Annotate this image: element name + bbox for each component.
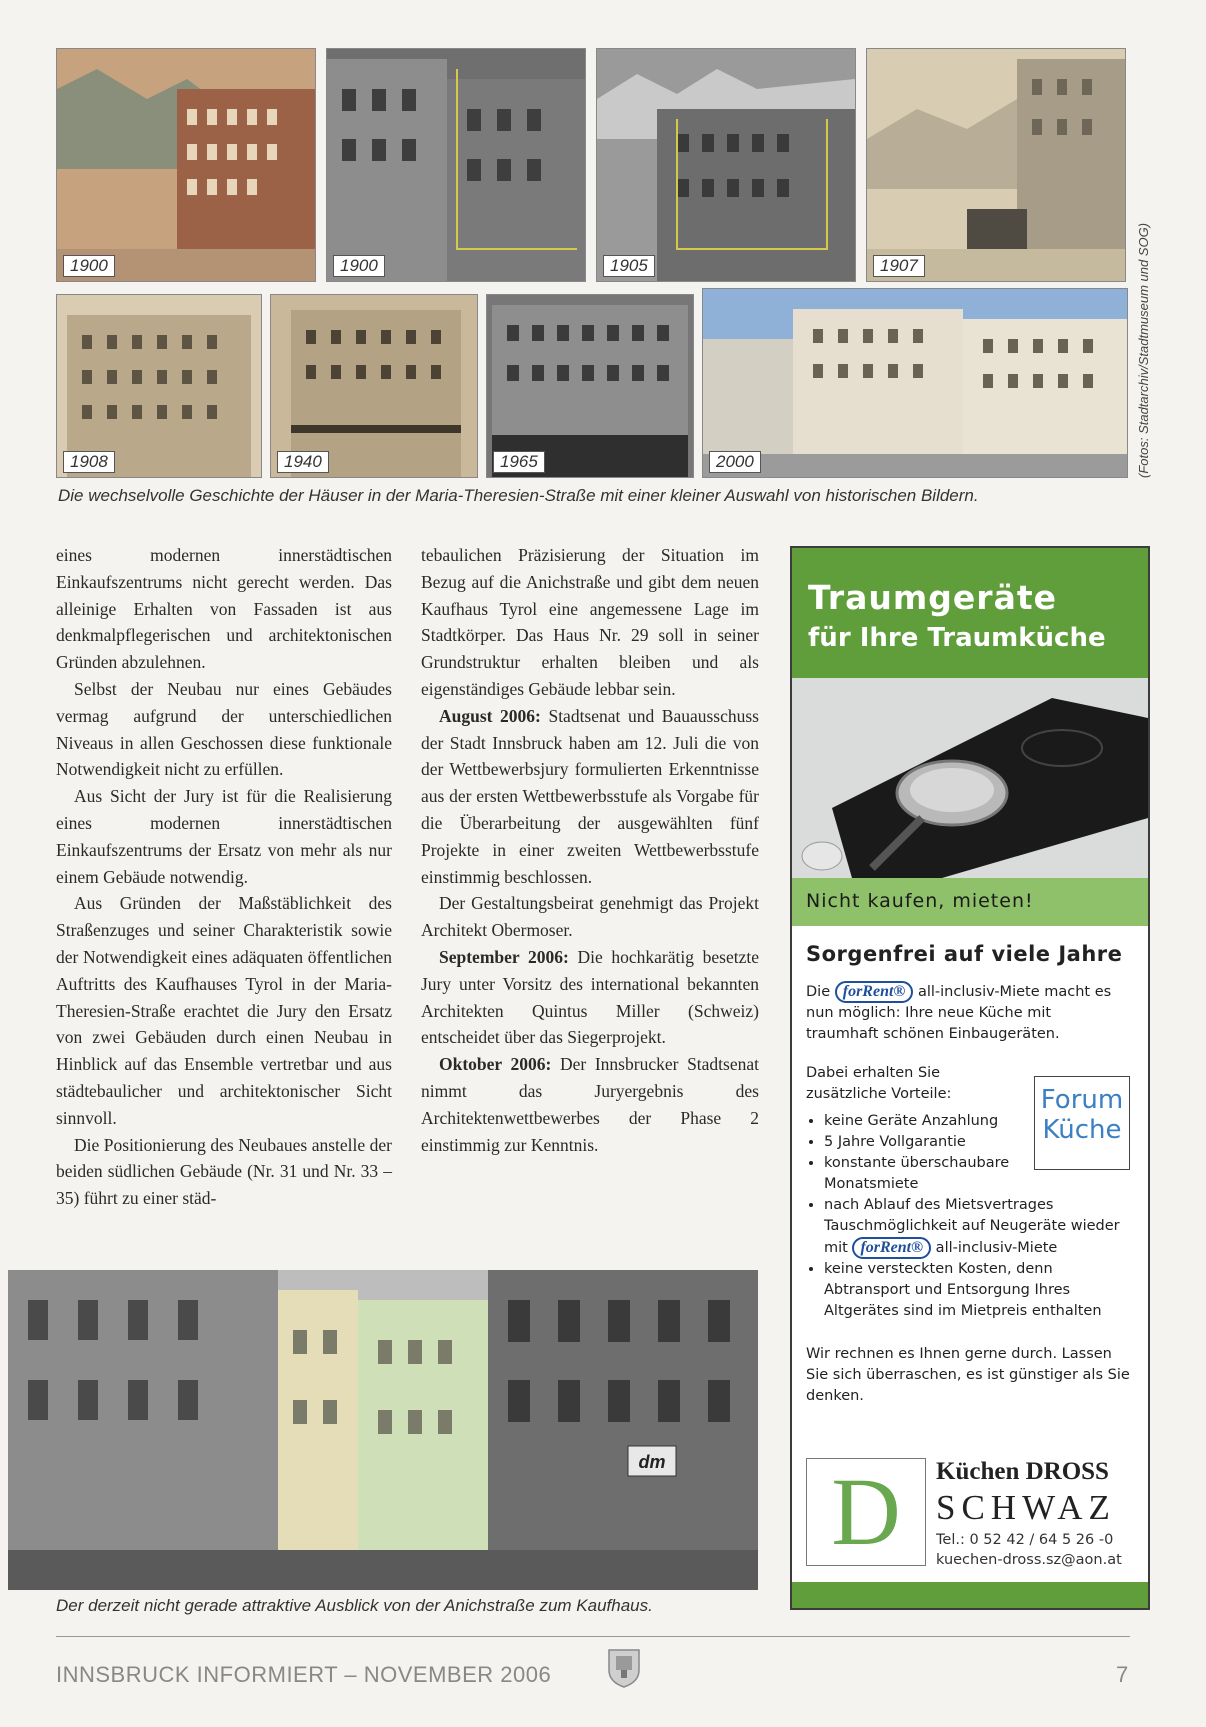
year-label: 1940 xyxy=(277,451,329,473)
historic-photo-1965 xyxy=(486,294,694,478)
footer-rule xyxy=(56,1636,1130,1637)
historic-photo-1900a xyxy=(56,48,316,282)
historic-photo-1905 xyxy=(596,48,856,282)
ad-footer-band xyxy=(792,1582,1148,1608)
street-photo xyxy=(8,1270,758,1590)
forrent-logo: forRent® xyxy=(852,1237,931,1259)
kitchen-advertisement xyxy=(790,546,1150,1610)
publication-title: INNSBRUCK INFORMIERT – NOVEMBER 2006 xyxy=(56,1662,552,1687)
dm-store-sign: dm xyxy=(638,1452,666,1472)
list-item: • nach Ablauf des Mietsvertrages Tauschmöglichkeit auf Neugeräte wieder mit forRent® all-inclusiv-Miete xyxy=(824,1195,1134,1259)
historic-photo-2000 xyxy=(702,288,1128,478)
ad-slogan-band: Nicht kaufen, mieten! xyxy=(792,878,1148,926)
forrent-logo: forRent® xyxy=(835,981,914,1003)
city-crest-icon xyxy=(607,1646,641,1688)
ad-closing: Wir rechnen es Ihnen gerne durch. Lassen Sie sich überraschen, es ist günstiger als Sie denken. xyxy=(806,1346,1130,1404)
page-number: 7 xyxy=(1116,1662,1129,1687)
paragraph: eines modernen innerstädtischen Einkaufszentrums nicht gerecht werden. Das alleinige Erhalten von Fassaden ist aus denkmalpflegerischen und architektonischen Gründen abzulehnen. xyxy=(56,545,392,673)
year-label: 1900 xyxy=(333,255,385,277)
list-item: • keine Geräte Anzahlung xyxy=(824,1111,1014,1132)
ad-header xyxy=(792,548,1148,678)
paragraph-september: September 2006: Die hochkarätig besetzte Jury unter Vorsitz des international bekannten Architekten Quintus Miller (Schweiz) entscheidet über das Siegerprojekt. xyxy=(421,946,760,1048)
dealer-logo: D xyxy=(806,1458,926,1566)
ad-body-heading: Sorgenfrei auf viele Jahre xyxy=(806,942,1123,966)
ad-intro: Die forRent® all-inclusiv-Miete macht es nun möglich: Ihre neue Küche mit traumhaft schönen Einbaugeräten. xyxy=(806,983,1112,1042)
list-item: • keine versteckten Kosten, denn Abtransport und Entsorgung Ihres Altgerätes sind im Mietpreis enthalten xyxy=(824,1259,1134,1322)
paragraph: Die Positionierung des Neubaues anstelle der beiden südlichen Gebäude (Nr. 31 und Nr. 33 – 35) führt zu einer städ- xyxy=(56,1134,392,1209)
year-label: 1905 xyxy=(603,255,655,277)
street-photo-caption: Der derzeit nicht gerade attraktive Ausblick von der Anichstraße zum Kaufhaus. xyxy=(56,1596,653,1615)
text-column-1 xyxy=(56,542,392,1212)
list-item: • 5 Jahre Vollgarantie xyxy=(824,1132,1014,1153)
dealer-contact: Tel.: 0 52 42 / 64 5 26 -0 kuechen-dross.sz@aon.at xyxy=(936,1532,1122,1568)
dealer-name: Küchen DROSS xyxy=(936,1458,1109,1485)
paragraph: Aus Gründen der Maßstäblichkeit des Straßenzuges und seiner Charakteristik sowie der Notwendigkeit eines adäquaten öffentlichen Auftritts des Kaufhauses Tyrol in der Maria-Theresien-Straße erachtet die Jury den Ersatz von zwei Gebäuden durch einen Neubau in Hinblick auf das Ensemble vertretbar und aus städtebaulicher und architektonischer Sicht sinnvoll. xyxy=(56,893,392,1128)
cooktop-image xyxy=(792,678,1148,878)
historic-photo-1908 xyxy=(56,294,262,478)
historic-photo-1900b xyxy=(326,48,586,282)
paragraph: Der Gestaltungsbeirat genehmigt das Projekt Architekt Obermoser. xyxy=(421,893,759,941)
paragraph: Selbst der Neubau nur eines Gebäudes vermag aufgrund der unterschiedlichen Niveaus in allen Geschossen diese funktionale Notwendigkeit nicht zu erfüllen. xyxy=(56,678,392,780)
historic-photo-1907 xyxy=(866,48,1126,282)
year-label: 1900 xyxy=(63,255,115,277)
year-label: 1907 xyxy=(873,255,925,277)
ad-benefits-intro: Dabei erhalten Sie zusätzliche Vorteile: xyxy=(806,1065,952,1102)
paragraph-oktober: Oktober 2006: Der Innsbrucker Stadtsenat nimmt das Juryergebnis des Architektenwettbewerbes der Phase 2 einstimmig zur Kenntnis. xyxy=(421,1054,759,1155)
dealer-block xyxy=(806,1458,1136,1568)
dealer-town: SCHWAZ xyxy=(936,1488,1116,1527)
paragraph: Aus Sicht der Jury ist für die Realisierung eines modernen innerstädtischen Einkaufszentrums der Ersatz von mehr als nur einem Gebäude notwendig. xyxy=(56,786,392,887)
paragraph: tebaulichen Präzisierung der Situation im Bezug auf die Anichstraße und gibt dem neuen Kaufhaus Tyrol eine angemessene Lage im Stadtkörper. Das Haus Nr. 29 soll in seiner Grundstruktur erhalten bleiben und als eigenständiges Gebäude lebbar sein. xyxy=(421,545,759,699)
ad-headline: Traumgeräte xyxy=(808,578,1058,617)
year-label: 1908 xyxy=(63,451,115,473)
gallery-caption: Die wechselvolle Geschichte der Häuser in der Maria-Theresien-Straße mit einer kleiner Auswahl von historischen Bildern. xyxy=(58,486,979,505)
ad-subheadline: für Ihre Traumküche xyxy=(808,623,1106,653)
historic-photo-1940 xyxy=(270,294,478,478)
year-label: 1965 xyxy=(493,451,545,473)
year-label: 2000 xyxy=(709,451,761,473)
forum-kueche-logo: Forum Küche xyxy=(1034,1076,1130,1170)
list-item: • konstante überschaubare Monatsmiete xyxy=(824,1153,1014,1195)
text-column-2 xyxy=(421,542,759,1158)
paragraph-august: August 2006: Stadtsenat und Bauausschuss der Stadt Innsbruck haben am 12. Juli die von der Wettbewerbsjury formulierten Erkenntnisse aus der ersten Wettbewerbsstufe als Vorgabe für die Überarbeitung der ausgewählten fünf Projekte in einer zweiten Wettbewerbsstufe einstimmig beschlossen. xyxy=(421,705,759,887)
